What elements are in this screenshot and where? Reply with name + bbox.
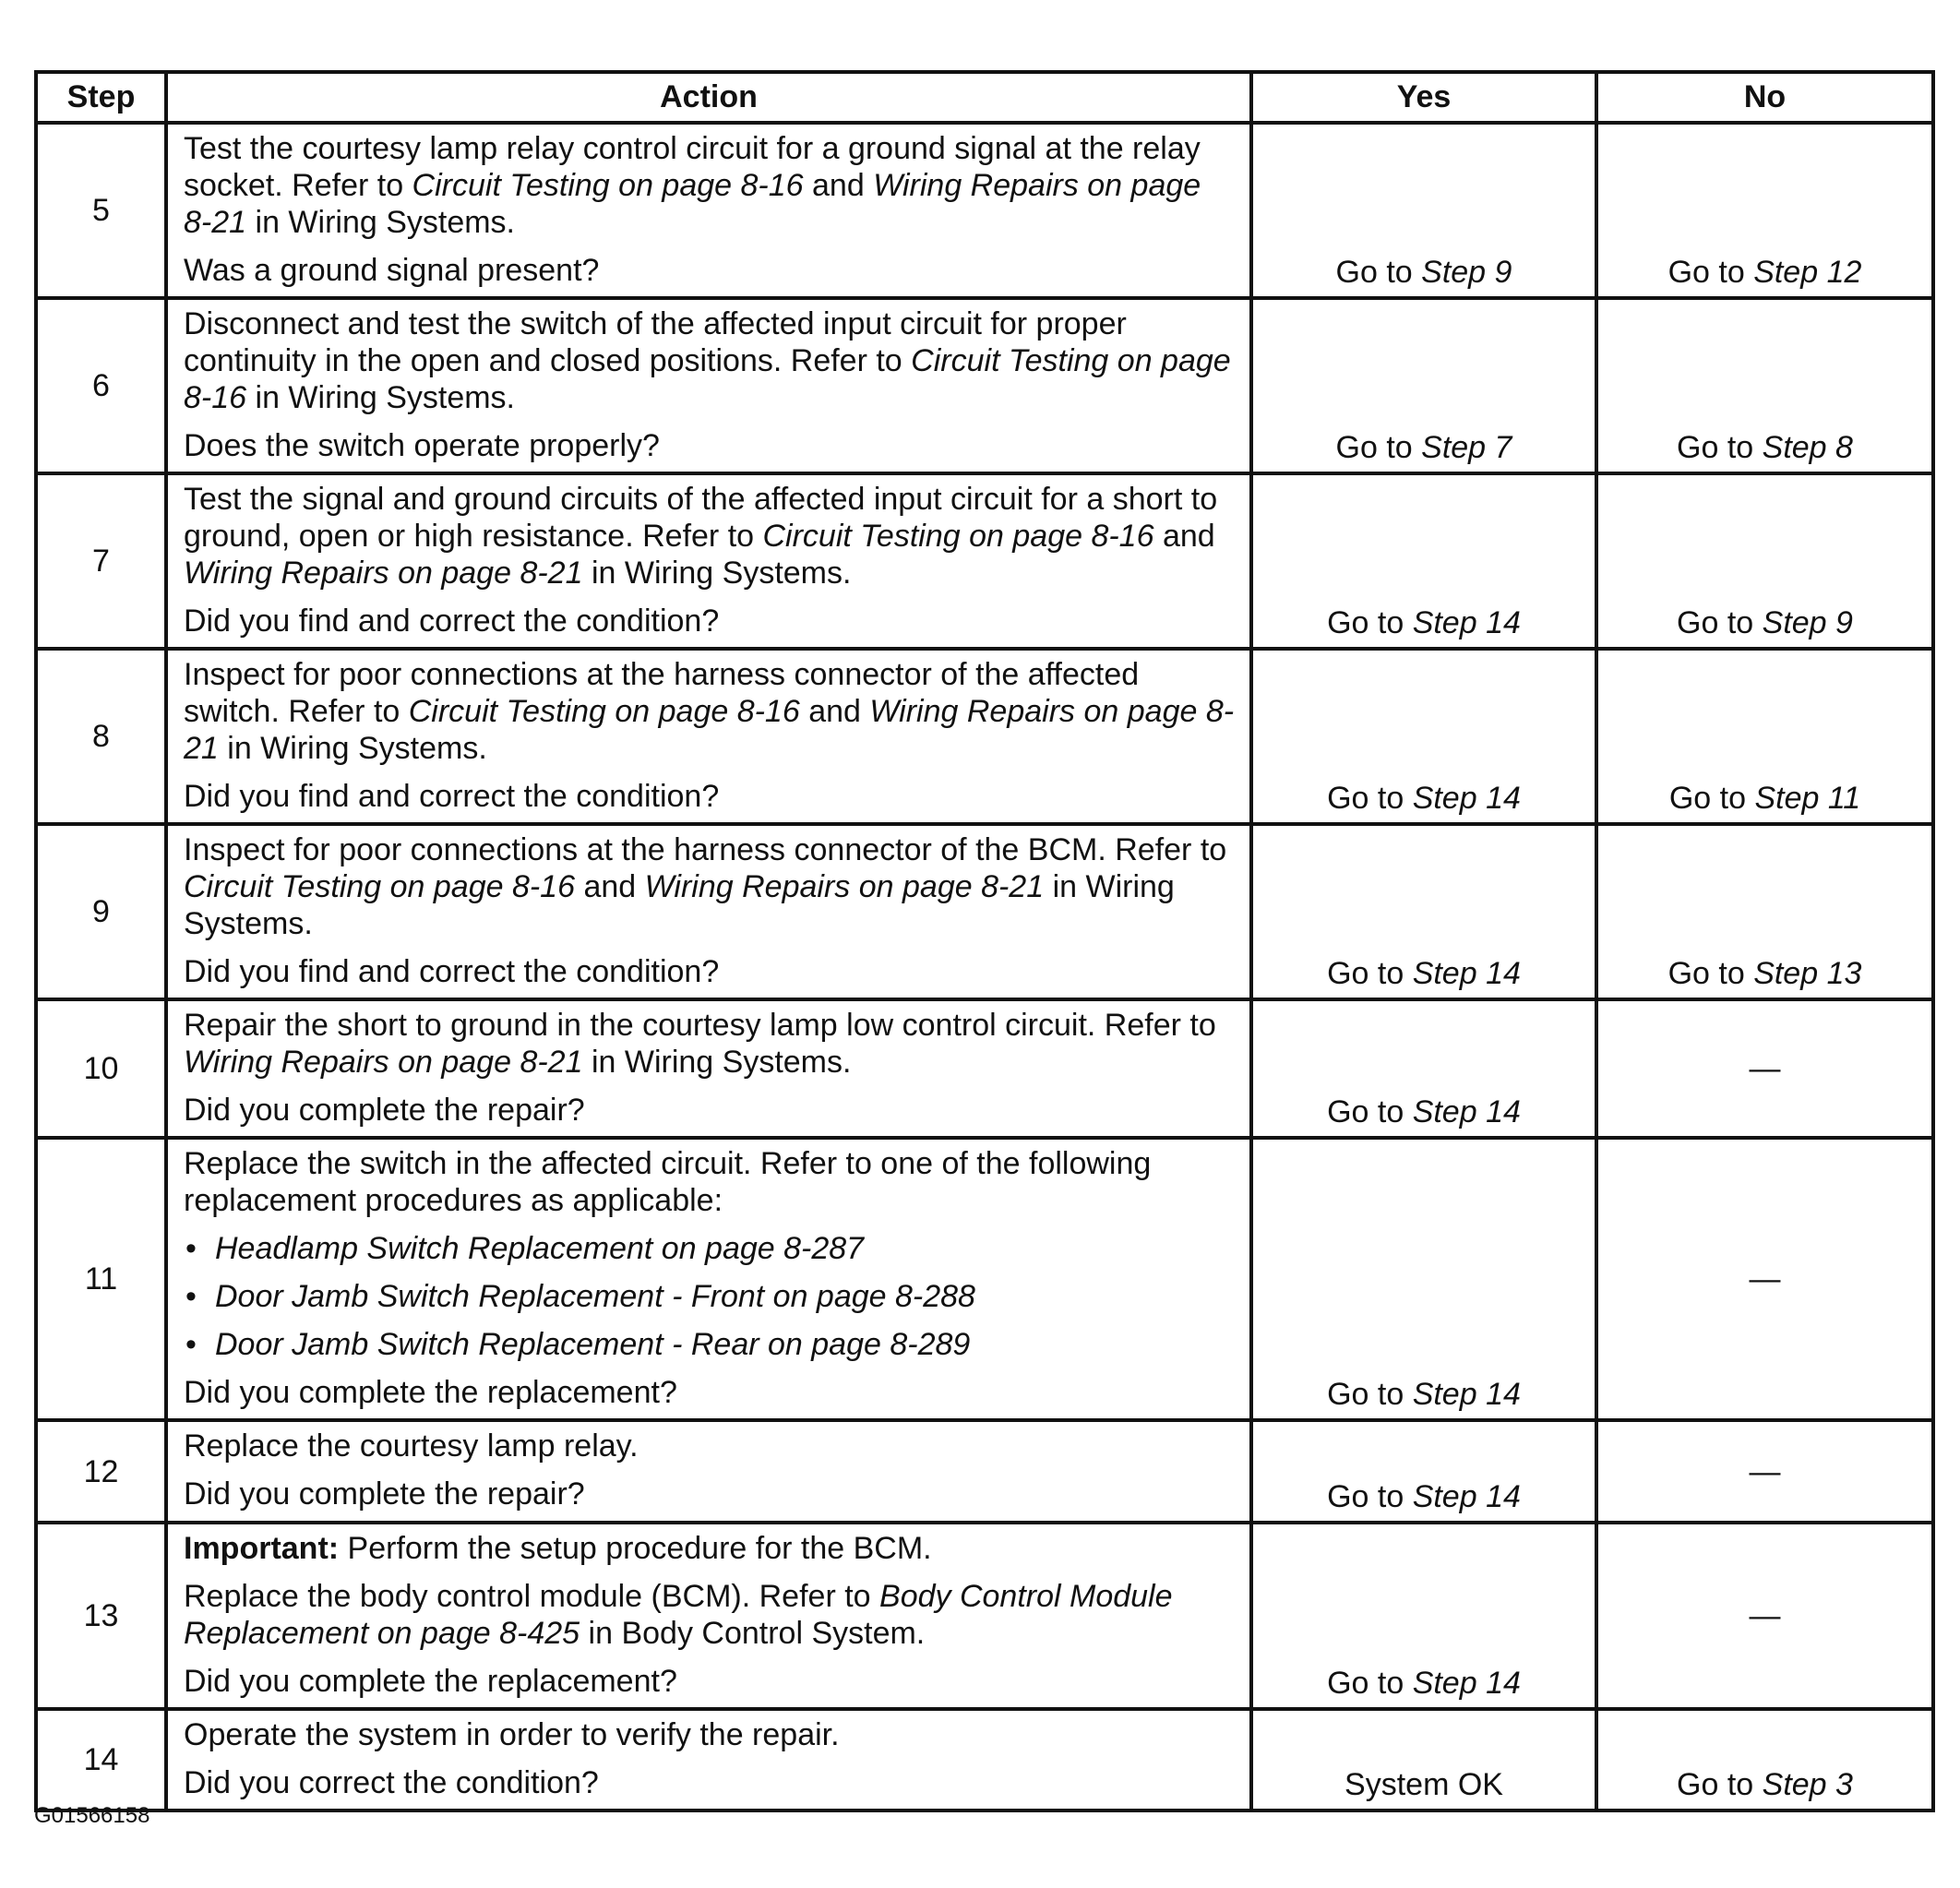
step-number: 13 — [36, 1523, 166, 1709]
cross-reference: Step 14 — [1412, 781, 1521, 816]
text-run: Go to — [1327, 1377, 1413, 1412]
table-row — [36, 298, 1933, 473]
cross-reference: Circuit Testing on page 8-16 — [762, 519, 1154, 554]
text-run: and — [799, 694, 870, 729]
cross-reference: Step 14 — [1412, 956, 1521, 991]
table-row — [36, 1709, 1933, 1810]
text-run: Go to — [1327, 605, 1413, 640]
header-no: No — [1596, 72, 1933, 123]
question-text: Did you complete the repair? — [184, 1476, 585, 1512]
action-text — [184, 1145, 1235, 1219]
step-number: 11 — [36, 1138, 166, 1420]
text-run: — — [1749, 1051, 1781, 1086]
yes-result — [1251, 1709, 1596, 1810]
question-text: Did you find and correct the condition? — [184, 954, 720, 989]
no-result — [1596, 1138, 1933, 1420]
cross-reference: Step 14 — [1412, 1377, 1521, 1412]
action-cell — [166, 1523, 1251, 1709]
header-yes: Yes — [1251, 72, 1596, 123]
text-run: Go to — [1327, 1666, 1413, 1701]
table-row — [36, 123, 1933, 298]
text-run: Repair the short to ground in the courtesy lamp low control circuit. Refer to — [184, 1008, 1216, 1043]
action-text — [184, 481, 1235, 591]
action-text — [184, 1428, 1235, 1464]
cross-reference: Step 14 — [1412, 1666, 1521, 1701]
text-run: Go to — [1335, 430, 1422, 465]
figure-id: G01566158 — [34, 1803, 150, 1828]
text-run: Test the courtesy lamp relay control circuit for a ground signal at the relay socket. Refer to — [184, 131, 1201, 203]
text-run: Go to — [1327, 956, 1413, 991]
text-run: in Wiring Systems. — [218, 731, 487, 766]
text-run: — — [1749, 1261, 1781, 1297]
text-run: Go to — [1667, 255, 1754, 290]
yes-result — [1251, 1138, 1596, 1420]
text-run: Go to — [1327, 1094, 1413, 1129]
text-run: System OK — [1345, 1767, 1503, 1802]
no-result — [1596, 298, 1933, 473]
text-run: Replace the body control module (BCM). Refer to — [184, 1579, 880, 1614]
question-text: Did you correct the condition? — [184, 1765, 599, 1800]
question-text: Did you find and correct the condition? — [184, 603, 720, 639]
yes-result — [1251, 999, 1596, 1138]
text-run: Go to — [1677, 1767, 1763, 1802]
action-cell — [166, 824, 1251, 999]
question-text: Did you complete the repair? — [184, 1093, 585, 1128]
bullet-item: • Door Jamb Switch Replacement - Front on page 8-288 — [184, 1278, 1235, 1315]
cross-reference: Circuit Testing on page 8-16 — [412, 168, 804, 203]
yes-result — [1251, 649, 1596, 824]
text-run: Go to — [1327, 781, 1413, 816]
no-result — [1596, 473, 1933, 649]
text-run: Disconnect and test the switch of the affected input circuit for proper continuity in the open and closed positions. Refer to — [184, 306, 1127, 378]
cross-reference: Circuit Testing on page 8-16 — [184, 343, 1231, 415]
step-number: 10 — [36, 999, 166, 1138]
action-cell — [166, 1138, 1251, 1420]
step-number: 12 — [36, 1420, 166, 1523]
yes-result — [1251, 123, 1596, 298]
step-number: 6 — [36, 298, 166, 473]
text-run: in Wiring Systems. — [246, 380, 516, 415]
yes-result — [1251, 473, 1596, 649]
header-step: Step — [36, 72, 166, 123]
text-run: and — [1153, 519, 1215, 554]
step-number: 9 — [36, 824, 166, 999]
text-run: Go to — [1677, 430, 1763, 465]
cross-reference: Step 3 — [1762, 1767, 1853, 1802]
action-text — [184, 831, 1235, 942]
cross-reference: Step 11 — [1754, 781, 1861, 816]
cross-reference: Step 12 — [1753, 255, 1862, 290]
text-run: — — [1749, 1453, 1781, 1489]
text-run: in Body Control System. — [580, 1616, 926, 1651]
text-run: Go to — [1327, 1479, 1413, 1514]
step-number: 7 — [36, 473, 166, 649]
text-run: in Wiring Systems. — [246, 205, 516, 240]
text-run: Go to — [1677, 605, 1763, 640]
step-number: 8 — [36, 649, 166, 824]
cross-reference: Body Control Module Replacement on page 8-425 — [184, 1579, 1173, 1651]
no-result — [1596, 1523, 1933, 1709]
step-number: 5 — [36, 123, 166, 298]
cross-reference: Wiring Repairs on page 8-21 — [184, 168, 1201, 240]
table-row — [36, 649, 1933, 824]
no-result — [1596, 999, 1933, 1138]
yes-result — [1251, 1523, 1596, 1709]
table-header-row — [36, 72, 1933, 123]
text-run: Inspect for poor connections at the harness connector of the BCM. Refer to — [184, 832, 1227, 867]
text-run: — — [1749, 1598, 1781, 1633]
action-text — [184, 656, 1235, 767]
no-result — [1596, 824, 1933, 999]
text-run: Inspect for poor connections at the harness connector of the affected switch. Refer to — [184, 657, 1140, 729]
cross-reference: Step 14 — [1412, 1094, 1521, 1129]
bullet-item: • Door Jamb Switch Replacement - Rear on page 8-289 — [184, 1326, 1235, 1363]
yes-result — [1251, 1420, 1596, 1523]
cross-reference: Step 9 — [1762, 605, 1853, 640]
text-run: in Wiring Systems. — [184, 869, 1175, 941]
cross-reference: Wiring Repairs on page 8-21 — [184, 694, 1235, 766]
diagnostic-table — [34, 70, 1935, 1812]
action-text — [184, 305, 1235, 416]
text-run: Test the signal and ground circuits of the affected input circuit for a short to ground, open or high resistance. Refer to — [184, 482, 1218, 554]
no-result — [1596, 1709, 1933, 1810]
action-text — [184, 1578, 1235, 1652]
cross-reference: Wiring Repairs on page 8-21 — [184, 1045, 583, 1080]
no-result — [1596, 123, 1933, 298]
cross-reference: Step 14 — [1412, 605, 1521, 640]
action-cell — [166, 1420, 1251, 1523]
text-run: in Wiring Systems. — [582, 556, 852, 591]
text-run: Operate the system in order to verify the repair. — [184, 1717, 840, 1752]
yes-result — [1251, 824, 1596, 999]
text-run: Replace the switch in the affected circuit. Refer to one of the following replacement procedures as applicable: — [184, 1146, 1152, 1218]
action-text — [184, 1716, 1235, 1753]
important-label: Important: — [184, 1531, 340, 1566]
important-note — [184, 1530, 1235, 1567]
cross-reference: Circuit Testing on page 8-16 — [184, 869, 576, 904]
question-text: Did you complete the replacement? — [184, 1664, 677, 1699]
table-row — [36, 1420, 1933, 1523]
text-run: and — [803, 168, 874, 203]
action-cell — [166, 298, 1251, 473]
action-cell — [166, 1709, 1251, 1810]
action-cell — [166, 649, 1251, 824]
question-text: Did you complete the replacement? — [184, 1375, 677, 1410]
cross-reference: Wiring Repairs on page 8-21 — [644, 869, 1045, 904]
action-text — [184, 1007, 1235, 1081]
question-text: Did you find and correct the condition? — [184, 779, 720, 814]
no-result — [1596, 649, 1933, 824]
text-run: Replace the courtesy lamp relay. — [184, 1428, 639, 1464]
cross-reference: Step 13 — [1753, 956, 1862, 991]
cross-reference: Step 9 — [1421, 255, 1512, 290]
text-run: Go to — [1668, 781, 1755, 816]
table-body — [36, 123, 1933, 1810]
cross-reference: Step 8 — [1762, 430, 1853, 465]
action-cell — [166, 999, 1251, 1138]
header-action: Action — [166, 72, 1251, 123]
table-row — [36, 824, 1933, 999]
step-number: 14 — [36, 1709, 166, 1810]
cross-reference: Step 7 — [1421, 430, 1512, 465]
question-text: Was a ground signal present? — [184, 253, 600, 288]
action-cell — [166, 473, 1251, 649]
cross-reference: Step 14 — [1412, 1479, 1521, 1514]
table-row — [36, 999, 1933, 1138]
text-run: Go to — [1335, 255, 1422, 290]
cross-reference: Circuit Testing on page 8-16 — [408, 694, 800, 729]
action-cell — [166, 123, 1251, 298]
cross-reference: Wiring Repairs on page 8-21 — [184, 556, 583, 591]
action-text — [184, 130, 1235, 241]
text-run: in Wiring Systems. — [582, 1045, 852, 1080]
text-run: Go to — [1667, 956, 1754, 991]
table-row — [36, 1138, 1933, 1420]
question-text: Does the switch operate properly? — [184, 428, 660, 463]
table-row — [36, 1523, 1933, 1709]
no-result — [1596, 1420, 1933, 1523]
table-row — [36, 473, 1933, 649]
yes-result — [1251, 298, 1596, 473]
text-run: and — [575, 869, 645, 904]
important-text: Perform the setup procedure for the BCM. — [339, 1531, 932, 1566]
bullet-item: • Headlamp Switch Replacement on page 8-287 — [184, 1230, 1235, 1267]
